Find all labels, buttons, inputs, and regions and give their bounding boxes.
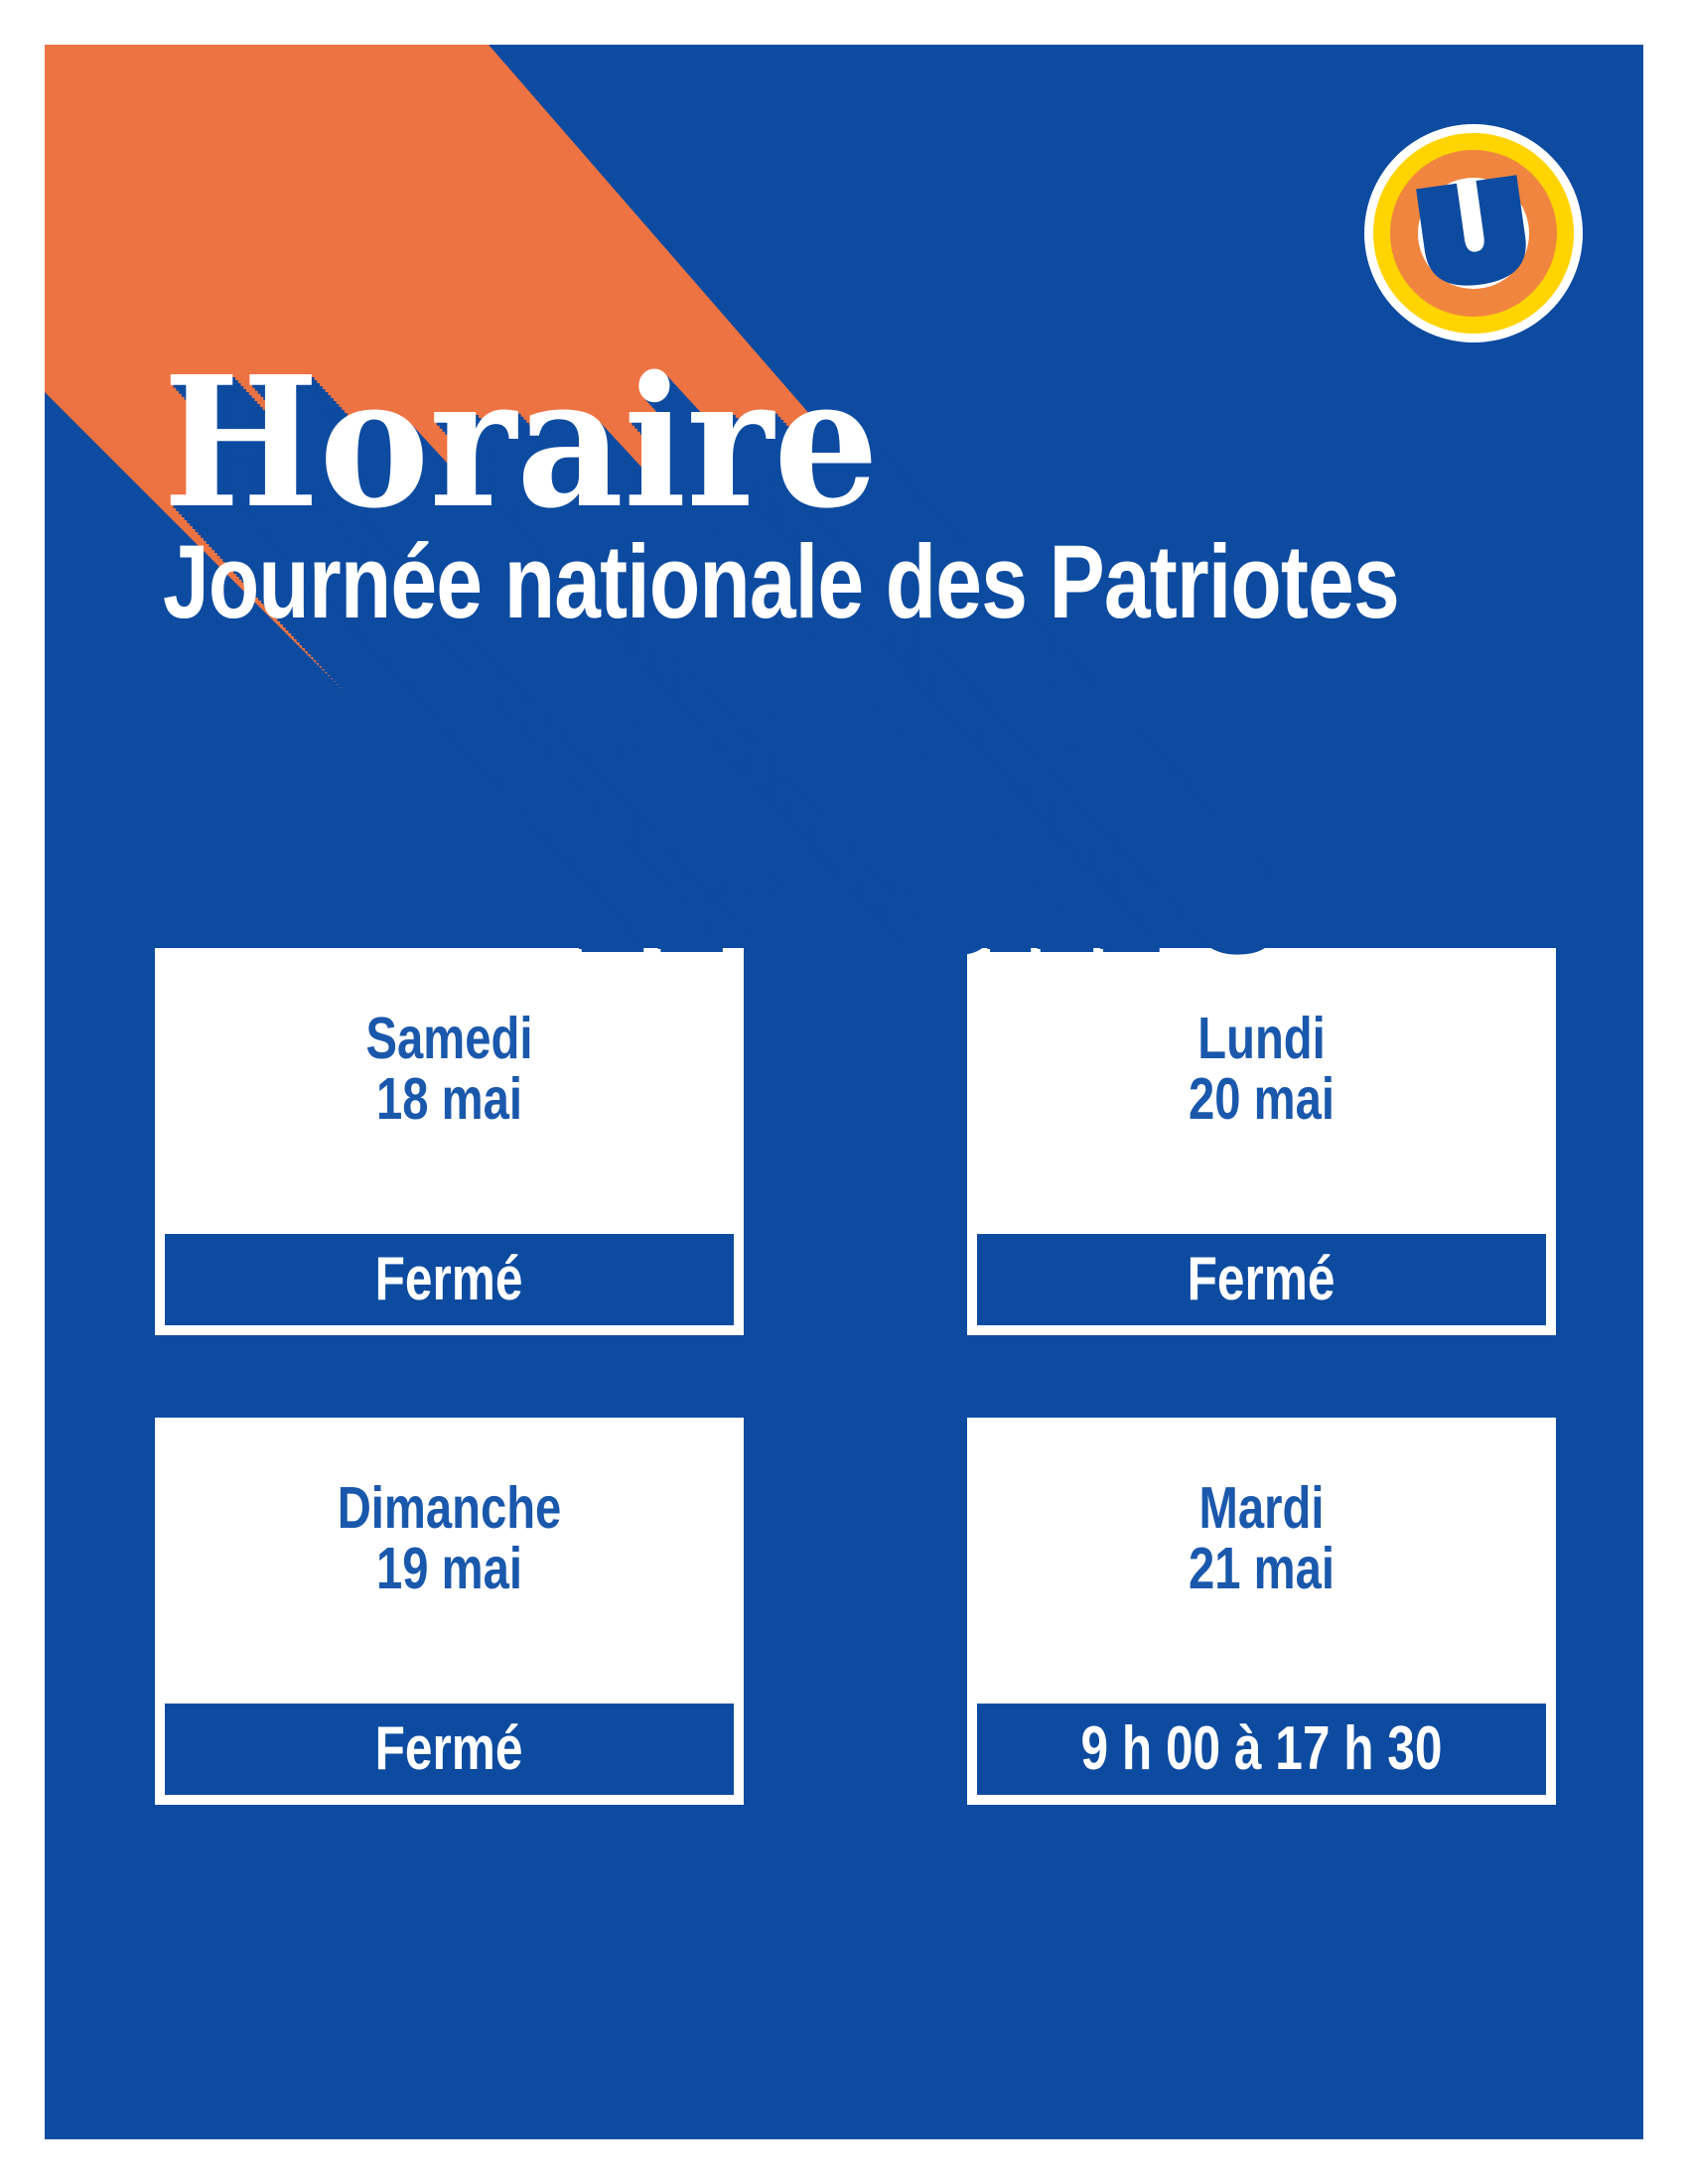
hours-bar [165, 1234, 734, 1325]
hours-bar [977, 1704, 1546, 1795]
day-label: Mardi [1198, 1474, 1325, 1541]
hours-bar [165, 1704, 734, 1795]
date-label: 20 mai [1189, 1065, 1335, 1132]
poster-background [45, 45, 1643, 2139]
card-day-block [1034, 1428, 1488, 1704]
schedule-card-samedi [155, 948, 744, 1335]
u-brand-logo [1364, 124, 1583, 342]
date-label: 18 mai [376, 1065, 522, 1132]
day-label: Dimanche [337, 1474, 562, 1541]
schedule-card-mardi [967, 1418, 1556, 1805]
date-label: 19 mai [376, 1535, 522, 1601]
card-day-block [1034, 958, 1488, 1234]
page-title: Horaire [163, 337, 879, 548]
hours-label: Fermé [375, 1245, 523, 1313]
hours-label: 9 h 00 à 17 h 30 [1080, 1714, 1443, 1783]
schedule-grid [155, 948, 1556, 1805]
day-label: Lundi [1197, 1005, 1326, 1071]
hours-label: Fermé [375, 1714, 523, 1783]
u-letter-icon [1350, 110, 1597, 356]
day-label: Samedi [365, 1005, 533, 1071]
hours-label: Fermé [1188, 1245, 1336, 1313]
card-day-block [221, 958, 676, 1234]
schedule-card-lundi [967, 948, 1556, 1335]
hours-bar [977, 1234, 1546, 1325]
schedule-card-dimanche [155, 1418, 744, 1805]
card-day-block [221, 1428, 676, 1704]
page-subtitle: Journée nationale des Patriotes [163, 524, 1399, 640]
date-label: 21 mai [1189, 1535, 1335, 1601]
